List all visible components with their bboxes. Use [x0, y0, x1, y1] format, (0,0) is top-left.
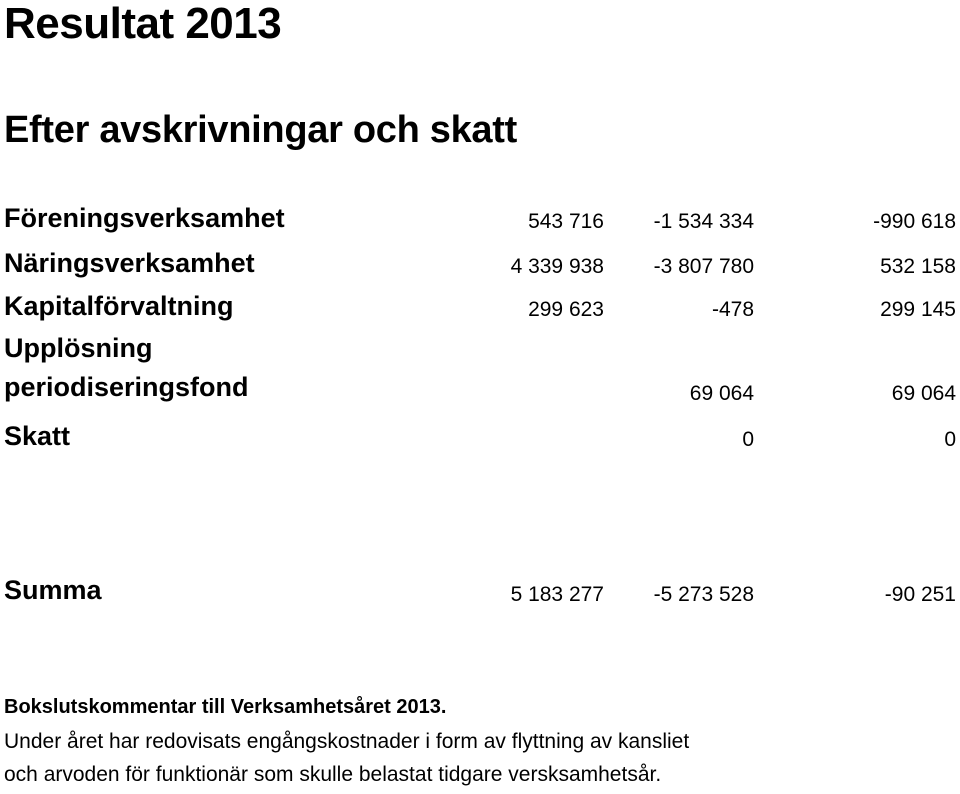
table-row-upplosning-periodiseringsfond [0, 330, 960, 410]
row-label: Upplösning [4, 333, 153, 363]
row-label-line2: periodiseringsfond [4, 372, 249, 402]
row-label: Skatt [4, 421, 71, 451]
row-value-col2: 69 064 [689, 382, 754, 405]
row-value-col2: 0 [742, 428, 754, 451]
row-value-col3: -990 618 [873, 210, 956, 233]
row-value-col2: -1 534 334 [653, 210, 754, 233]
row-label: Näringsverksamhet [4, 248, 255, 278]
row-label: Föreningsverksamhet [4, 203, 285, 233]
summary-value-col2: -5 273 528 [653, 583, 754, 606]
comment-heading: Bokslutskommentar till Verksamhetsåret 2013. [4, 696, 447, 718]
page-subtitle: Efter avskrivningar och skatt [4, 109, 517, 151]
comment-line: Under året har redovisats engångskostnader i form av flyttning av kansliet [4, 730, 690, 753]
page-title: Resultat 2013 [4, 0, 282, 48]
row-value-col3: 532 158 [880, 255, 956, 278]
row-value-col2: -3 807 780 [653, 255, 754, 278]
summary-label: Summa [4, 575, 102, 605]
summary-value-col1: 5 183 277 [510, 583, 604, 606]
row-value-col1: 299 623 [528, 298, 604, 321]
row-value-col2: -478 [711, 298, 754, 321]
summary-value-col3: -90 251 [884, 583, 956, 606]
table-row-kapitalforvaltning [0, 288, 960, 328]
row-value-col3: 0 [944, 428, 956, 451]
comment-line: och arvoden för funktionär som skulle belastat tidgare versksamhetsår. [4, 763, 662, 786]
table-row-skatt [0, 418, 960, 458]
row-label: Kapitalförvaltning [4, 291, 234, 321]
row-value-col3: 69 064 [891, 382, 956, 405]
row-value-col1: 4 339 938 [510, 255, 604, 278]
table-row-summa [0, 572, 960, 612]
row-value-col3: 299 145 [880, 298, 956, 321]
table-row-naringsverksamhet [0, 245, 960, 285]
row-value-col1: 543 716 [528, 210, 604, 233]
table-row-foreningsverksamhet [0, 200, 960, 240]
